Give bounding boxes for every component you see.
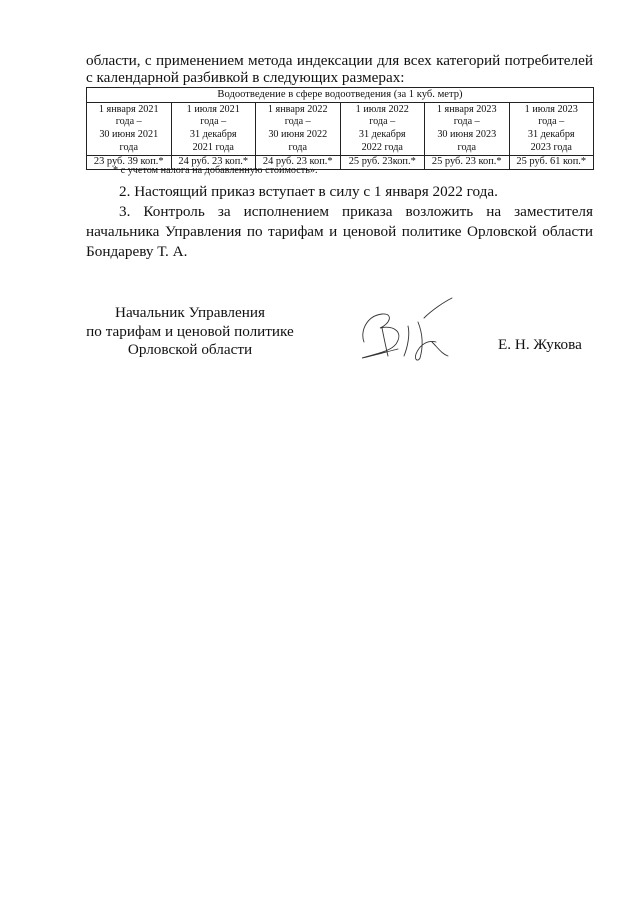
period-line: года –: [453, 116, 480, 128]
price-cell: 25 руб. 61 коп.*: [509, 156, 594, 170]
period-line: года –: [115, 116, 142, 128]
period-line: 2021 года: [192, 141, 234, 153]
signatory-title-line: Орловской области: [127, 341, 253, 358]
table-period-row: [87, 103, 594, 156]
signer-name: Е. Н. Жукова: [498, 336, 582, 353]
tariff-table: [86, 87, 594, 170]
period-cell: [509, 103, 594, 156]
period-line: 2023 года: [530, 141, 572, 153]
period-line: 1 июля 2023: [524, 103, 578, 115]
period-line: 30 июня 2023: [437, 129, 497, 140]
period-line: 31 декабря: [527, 129, 575, 140]
period-line: года: [119, 141, 138, 153]
price-cell: 25 руб. 23коп.*: [340, 156, 425, 170]
period-line: года –: [284, 116, 311, 128]
period-cell: [425, 103, 510, 156]
paragraph-control: 3. Контроль за исполнением приказа возложить на заместителя начальника Управления по тарифам и ценовой политике Орловской области Бондареву Т. А.: [86, 203, 593, 260]
intro-paragraph: области, с применением метода индексации для всех категорий потребителей с календарной разбивкой в следующих размерах:: [86, 52, 593, 86]
period-line: года –: [200, 116, 227, 128]
price-cell: 25 руб. 23 коп.*: [425, 156, 510, 170]
period-line: года –: [369, 116, 396, 128]
price-cell: 24 руб. 23 коп.*: [256, 156, 341, 170]
table-caption-row: [87, 88, 594, 103]
price-cell: 24 руб. 23 коп.*: [171, 156, 256, 170]
period-line: 30 июня 2022: [268, 129, 328, 140]
period-cell: [256, 103, 341, 156]
period-line: 31 декабря: [189, 129, 237, 140]
paragraph-effective-date: 2. Настоящий приказ вступает в силу с 1 января 2022 года.: [119, 183, 498, 200]
period-cell: [171, 103, 256, 156]
price-cell: 23 руб. 39 коп.*: [87, 156, 172, 170]
period-line: 1 июля 2022: [355, 103, 409, 115]
signatory-title: [80, 304, 300, 360]
period-line: 30 июня 2021: [99, 129, 159, 140]
period-cell: [340, 103, 425, 156]
period-line: 1 июля 2021: [186, 103, 240, 115]
period-line: года –: [538, 116, 565, 128]
signatory-title-line: по тарифам и ценовой политике: [86, 322, 294, 340]
signatory-title-line: Начальник Управления: [115, 304, 265, 321]
period-cell: [87, 103, 172, 156]
period-line: 1 января 2021: [98, 103, 159, 115]
period-line: 2022 года: [361, 141, 403, 153]
period-line: 1 января 2022: [267, 103, 328, 115]
period-line: 31 декабря: [358, 129, 406, 140]
vat-footnote: * с учетом налога на добавленную стоимость».: [113, 165, 318, 176]
handwritten-signature: [352, 292, 462, 367]
period-line: 1 января 2023: [436, 103, 497, 115]
period-line: года: [457, 141, 476, 153]
period-line: года: [288, 141, 307, 153]
table-caption: Водоотведение в сфере водоотведения (за 1 куб. метр): [87, 88, 594, 103]
